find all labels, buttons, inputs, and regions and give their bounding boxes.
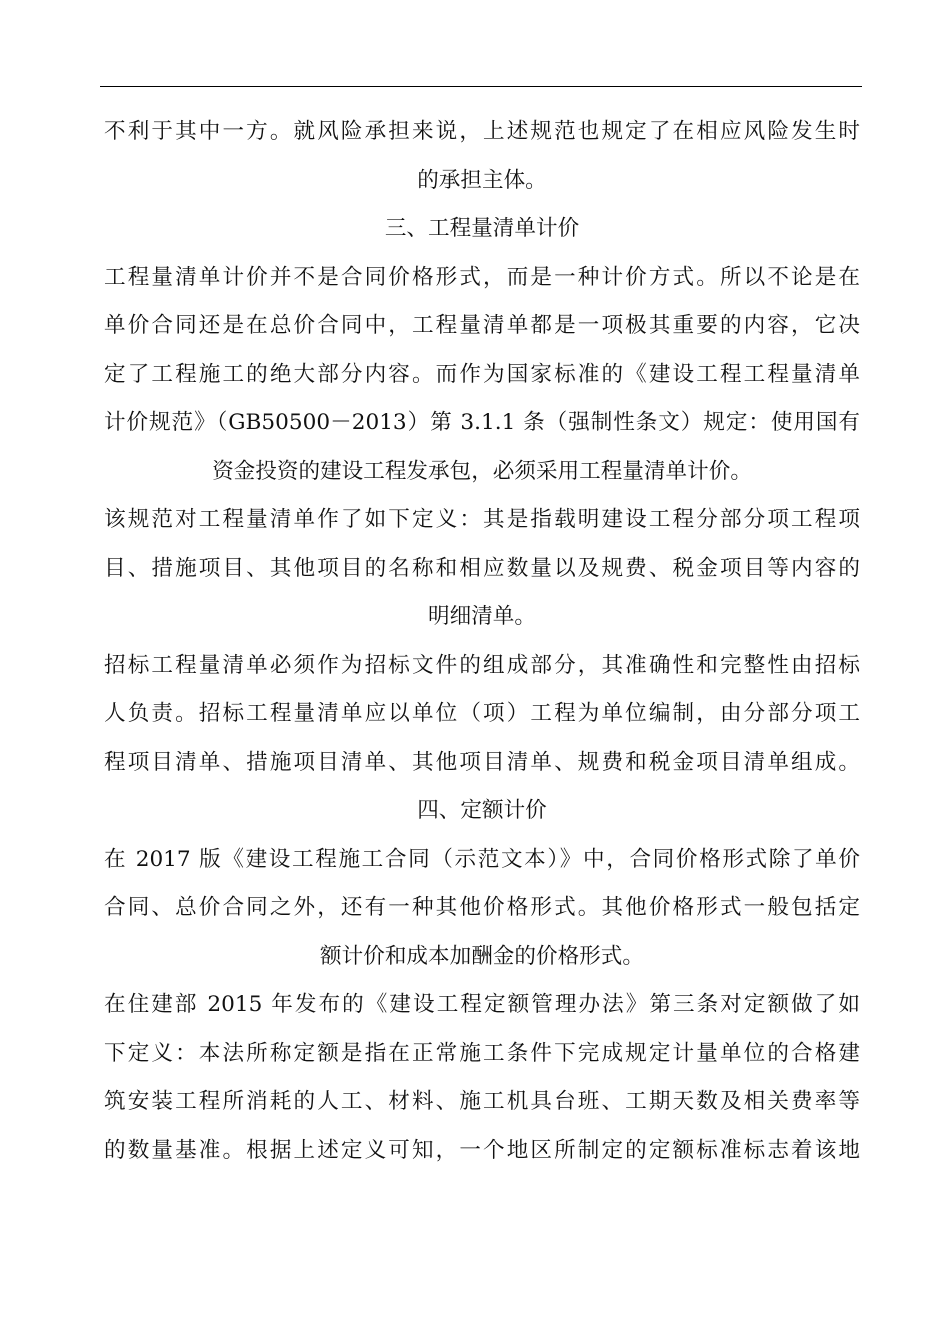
- text-line: 定了工程施工的绝大部分内容。而作为国家标准的《建设工程工程量清单: [104, 361, 860, 387]
- text-line-centered: 三、工程量清单计价: [384, 216, 580, 241]
- text-line: 程项目清单、措施项目清单、其他项目清单、规费和税金项目清单组成。: [104, 749, 860, 775]
- text-line: 该规范对工程量清单作了如下定义：其是指载明建设工程分部分项工程项: [104, 507, 860, 532]
- text-line: 在 2017 版《建设工程施工合同（示范文本）》中，合同价格形式除了单价: [104, 846, 860, 872]
- text-line: 不利于其中一方。就风险承担来说，上述规范也规定了在相应风险发生时: [104, 119, 860, 144]
- text-line-centered: 明细清单。: [428, 604, 536, 629]
- text-line-centered: 四、定额计价: [417, 798, 547, 823]
- text-line: 在住建部 2015 年发布的《建设工程定额管理办法》第三条对定额做了如: [104, 992, 860, 1017]
- text-line: 合同、总价合同之外，还有一种其他价格形式。其他价格形式一般包括定: [104, 895, 860, 920]
- text-line-centered: 额计价和成本加酬金的价格形式。: [320, 943, 644, 969]
- text-line: 下定义：本法所称定额是指在正常施工条件下完成规定计量单位的合格建: [104, 1040, 860, 1066]
- text-line: 的数量基准。根据上述定义可知，一个地区所制定的定额标准标志着该地: [104, 1137, 860, 1163]
- text-line: 工程量清单计价并不是合同价格形式，而是一种计价方式。所以不论是在: [104, 264, 860, 290]
- text-line: 单价合同还是在总价合同中，工程量清单都是一项极其重要的内容，它决: [104, 313, 860, 338]
- text-line: 计价规范》（GB50500－2013）第 3.1.1 条（强制性条文）规定：使用国有: [104, 410, 860, 435]
- header-rule: [100, 86, 862, 87]
- text-line: 筑安装工程所消耗的人工、材料、施工机具台班、工期天数及相关费率等: [104, 1089, 860, 1114]
- text-line-centered: 的承担主体。: [417, 167, 547, 193]
- text-line: 目、措施项目、其他项目的名称和相应数量以及规费、税金项目等内容的: [104, 555, 860, 581]
- text-line: 人负责。招标工程量清单应以单位（项）工程为单位编制，由分部分项工: [104, 701, 860, 726]
- text-line-centered: 资金投资的建设工程发承包，必须采用工程量清单计价。: [212, 458, 752, 484]
- document-body: [104, 108, 860, 1175]
- text-line: 招标工程量清单必须作为招标文件的组成部分，其准确性和完整性由招标: [104, 652, 860, 678]
